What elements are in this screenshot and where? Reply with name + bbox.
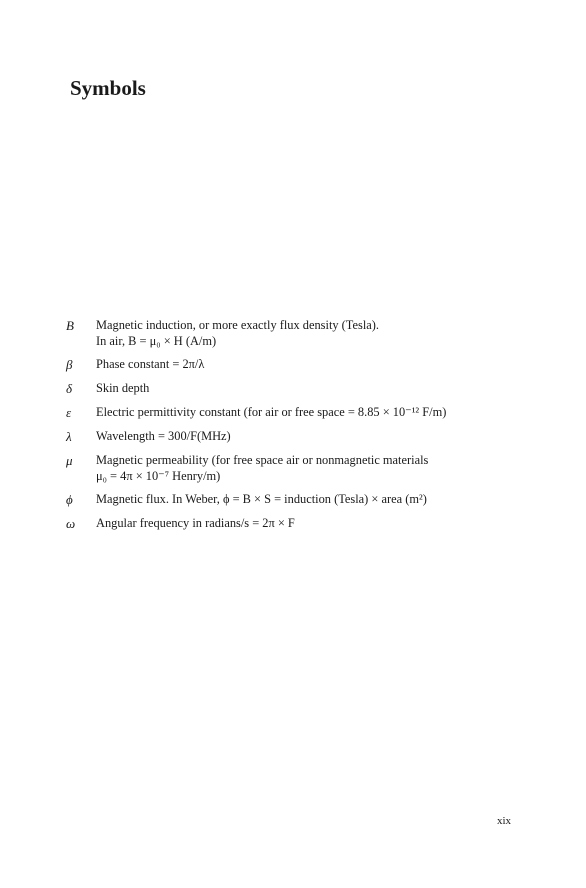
symbol-description <box>96 429 540 445</box>
symbol-entry <box>60 405 540 421</box>
symbol: β <box>66 357 73 372</box>
description-line: Magnetic induction, or more exactly flux density (Tesla). <box>96 318 379 332</box>
symbol-description <box>96 318 540 349</box>
description-line: Electric permittivity constant (for air or free space = 8.85 × 10⁻¹² F/m) <box>96 405 447 419</box>
description-line: Skin depth <box>96 381 150 395</box>
description-line: In air, B = μ₀ × H (A/m) <box>96 333 217 348</box>
page-title: Symbols <box>70 76 146 100</box>
symbol-entry <box>60 381 540 397</box>
description-line: Phase constant = 2π/λ <box>96 357 205 371</box>
symbol: B <box>66 318 74 333</box>
symbol-entry <box>60 516 540 532</box>
page-number: xix <box>497 815 512 827</box>
symbol-entry <box>60 318 540 349</box>
symbol: ε <box>66 405 72 420</box>
description-line: μ₀ = 4π × 10⁻⁷ Henry/m) <box>96 468 221 483</box>
symbol-entry <box>60 429 540 445</box>
symbol: μ <box>66 453 73 468</box>
symbol-description <box>96 357 540 373</box>
symbol: ω <box>66 516 76 531</box>
description-line: Angular frequency in radians/s = 2π × F <box>96 516 295 530</box>
description-line: Wavelength = 300/F(MHz) <box>96 429 231 443</box>
symbol-entry <box>60 357 540 373</box>
symbol-description <box>96 516 540 532</box>
symbol-description <box>96 381 540 397</box>
symbol-description <box>96 405 540 421</box>
description-line: Magnetic flux. In Weber, ϕ = B × S = induction (Tesla) × area (m²) <box>96 492 427 506</box>
symbol-description <box>96 492 540 508</box>
symbol-entry <box>60 453 540 484</box>
symbol-description <box>96 453 540 484</box>
symbol: λ <box>66 429 72 444</box>
symbols-list <box>60 318 540 540</box>
symbol-entry <box>60 492 540 508</box>
description-line: Magnetic permeability (for free space air or nonmagnetic materials <box>96 453 429 467</box>
symbol: ϕ <box>66 492 73 507</box>
symbol: δ <box>66 381 73 396</box>
